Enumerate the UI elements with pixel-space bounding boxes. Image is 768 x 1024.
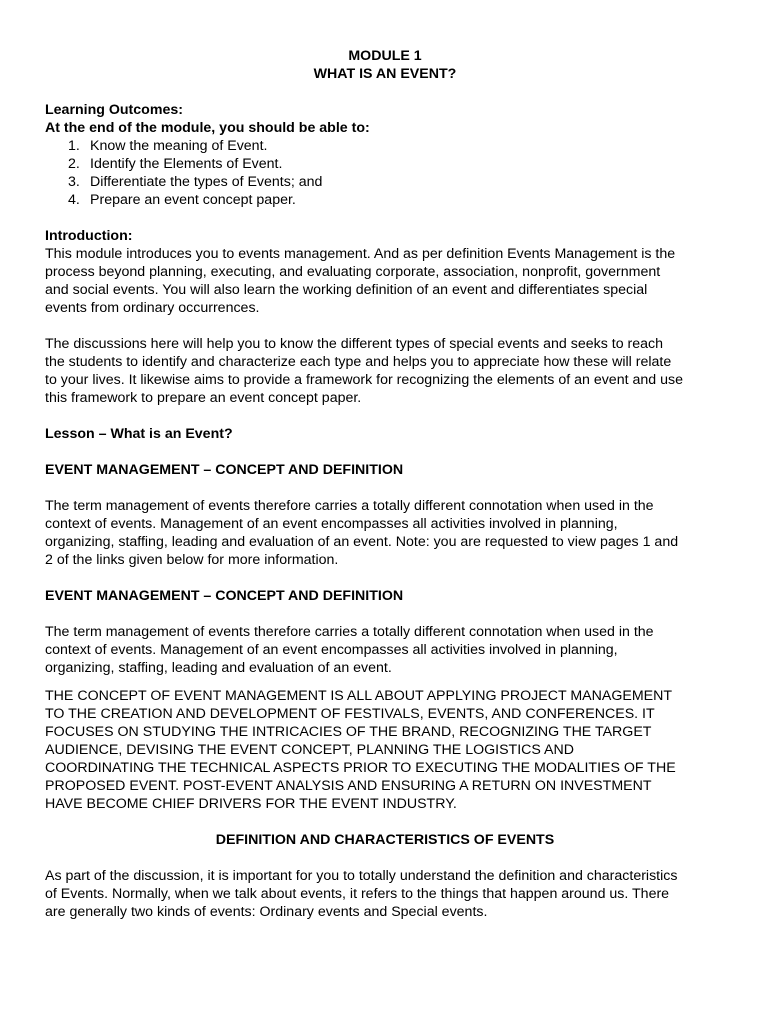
list-item — [45, 155, 725, 173]
text-line: of Events. Normally, when we talk about events, it refers to the things that happen around us. There — [45, 886, 670, 902]
document-body — [45, 47, 725, 921]
text-line: FOCUSES ON STUDYING THE INTRICACIES OF THE BRAND, RECOGNIZING THE TARGET — [45, 724, 652, 740]
module-title: WHAT IS AN EVENT? — [313, 66, 457, 82]
module-number: MODULE 1 — [348, 48, 422, 64]
text-line: The term management of events therefore carries a totally different connotation when used in the — [45, 498, 654, 514]
text-line: AUDIENCE, DEVISING THE EVENT CONCEPT, PLANNING THE LOGISTICS AND — [45, 742, 574, 758]
list-item-number: 3. — [68, 174, 80, 190]
learning-outcomes-heading: Learning Outcomes: — [45, 102, 183, 118]
introduction-paragraph-1 — [45, 245, 725, 317]
text-line: PROPOSED EVENT. POST-EVENT ANALYSIS AND ENSURING A RETURN ON INVESTMENT — [45, 778, 652, 794]
list-item-text: Differentiate the types of Events; and — [90, 174, 323, 190]
text-line: As part of the discussion, it is important for you to totally understand the definition and characteristics — [45, 868, 678, 884]
list-item — [45, 191, 725, 209]
section-heading-event-management-2: EVENT MANAGEMENT – CONCEPT AND DEFINITION — [45, 588, 404, 604]
text-line: context of events. Management of an event encompasses all activities involved in planning, — [45, 642, 618, 658]
text-line: The discussions here will help you to know the different types of special events and seeks to reach — [45, 336, 664, 352]
text-line: The term management of events therefore carries a totally different connotation when used in the — [45, 624, 654, 640]
section-heading-definition-characteristics: DEFINITION AND CHARACTERISTICS OF EVENTS — [215, 832, 555, 848]
text-line: COORDINATING THE TECHNICAL ASPECTS PRIOR TO EXECUTING THE MODALITIES OF THE — [45, 760, 676, 776]
event-management-concept-caps-paragraph — [45, 687, 725, 813]
learning-outcomes-subheading: At the end of the module, you should be able to: — [45, 120, 370, 136]
list-item-text: Prepare an event concept paper. — [90, 192, 296, 208]
introduction-heading: Introduction: — [45, 228, 133, 244]
learning-outcomes-list — [45, 137, 725, 209]
list-item-number: 1. — [68, 138, 80, 154]
text-line: This module introduces you to events management. And as per definition Events Management is the — [45, 246, 676, 262]
text-line: TO THE CREATION AND DEVELOPMENT OF FESTIVALS, EVENTS, AND CONFERENCES. IT — [45, 706, 655, 722]
text-line: HAVE BECOME CHIEF DRIVERS FOR THE EVENT INDUSTRY. — [45, 796, 457, 812]
text-line: context of events. Management of an event encompasses all activities involved in planning, — [45, 516, 618, 532]
list-item — [45, 137, 725, 155]
text-line: this framework to prepare an event concept paper. — [45, 390, 362, 406]
section-heading-event-management-1: EVENT MANAGEMENT – CONCEPT AND DEFINITION — [45, 462, 404, 478]
section-1-paragraph — [45, 497, 725, 569]
text-line: 2 of the links given below for more information. — [45, 552, 339, 568]
introduction-paragraph-2 — [45, 335, 725, 407]
text-line: THE CONCEPT OF EVENT MANAGEMENT IS ALL ABOUT APPLYING PROJECT MANAGEMENT — [45, 688, 673, 704]
section-3-paragraph — [45, 867, 725, 921]
list-item-number: 4. — [68, 192, 80, 208]
list-item — [45, 173, 725, 191]
text-line: process beyond planning, executing, and evaluating corporate, association, nonprofit, government — [45, 264, 661, 280]
text-line: organizing, staffing, leading and evaluation of an event. Note: you are requested to view pages 1 and — [45, 534, 679, 550]
text-line: to your lives. It likewise aims to provide a framework for recognizing the elements of an event and use — [45, 372, 683, 388]
text-line: the students to identify and characterize each type and helps you to appreciate how these will relate — [45, 354, 672, 370]
text-line: events from ordinary occurrences. — [45, 300, 260, 316]
list-item-number: 2. — [68, 156, 80, 172]
text-line: are generally two kinds of events: Ordinary events and Special events. — [45, 904, 488, 920]
list-item-text: Identify the Elements of Event. — [90, 156, 283, 172]
list-item-text: Know the meaning of Event. — [90, 138, 268, 154]
lesson-heading: Lesson – What is an Event? — [45, 426, 233, 442]
text-line: and social events. You will also learn the working definition of an event and differentiates special — [45, 282, 648, 298]
text-line: organizing, staffing, leading and evaluation of an event. — [45, 660, 392, 676]
section-2-paragraph — [45, 623, 725, 677]
